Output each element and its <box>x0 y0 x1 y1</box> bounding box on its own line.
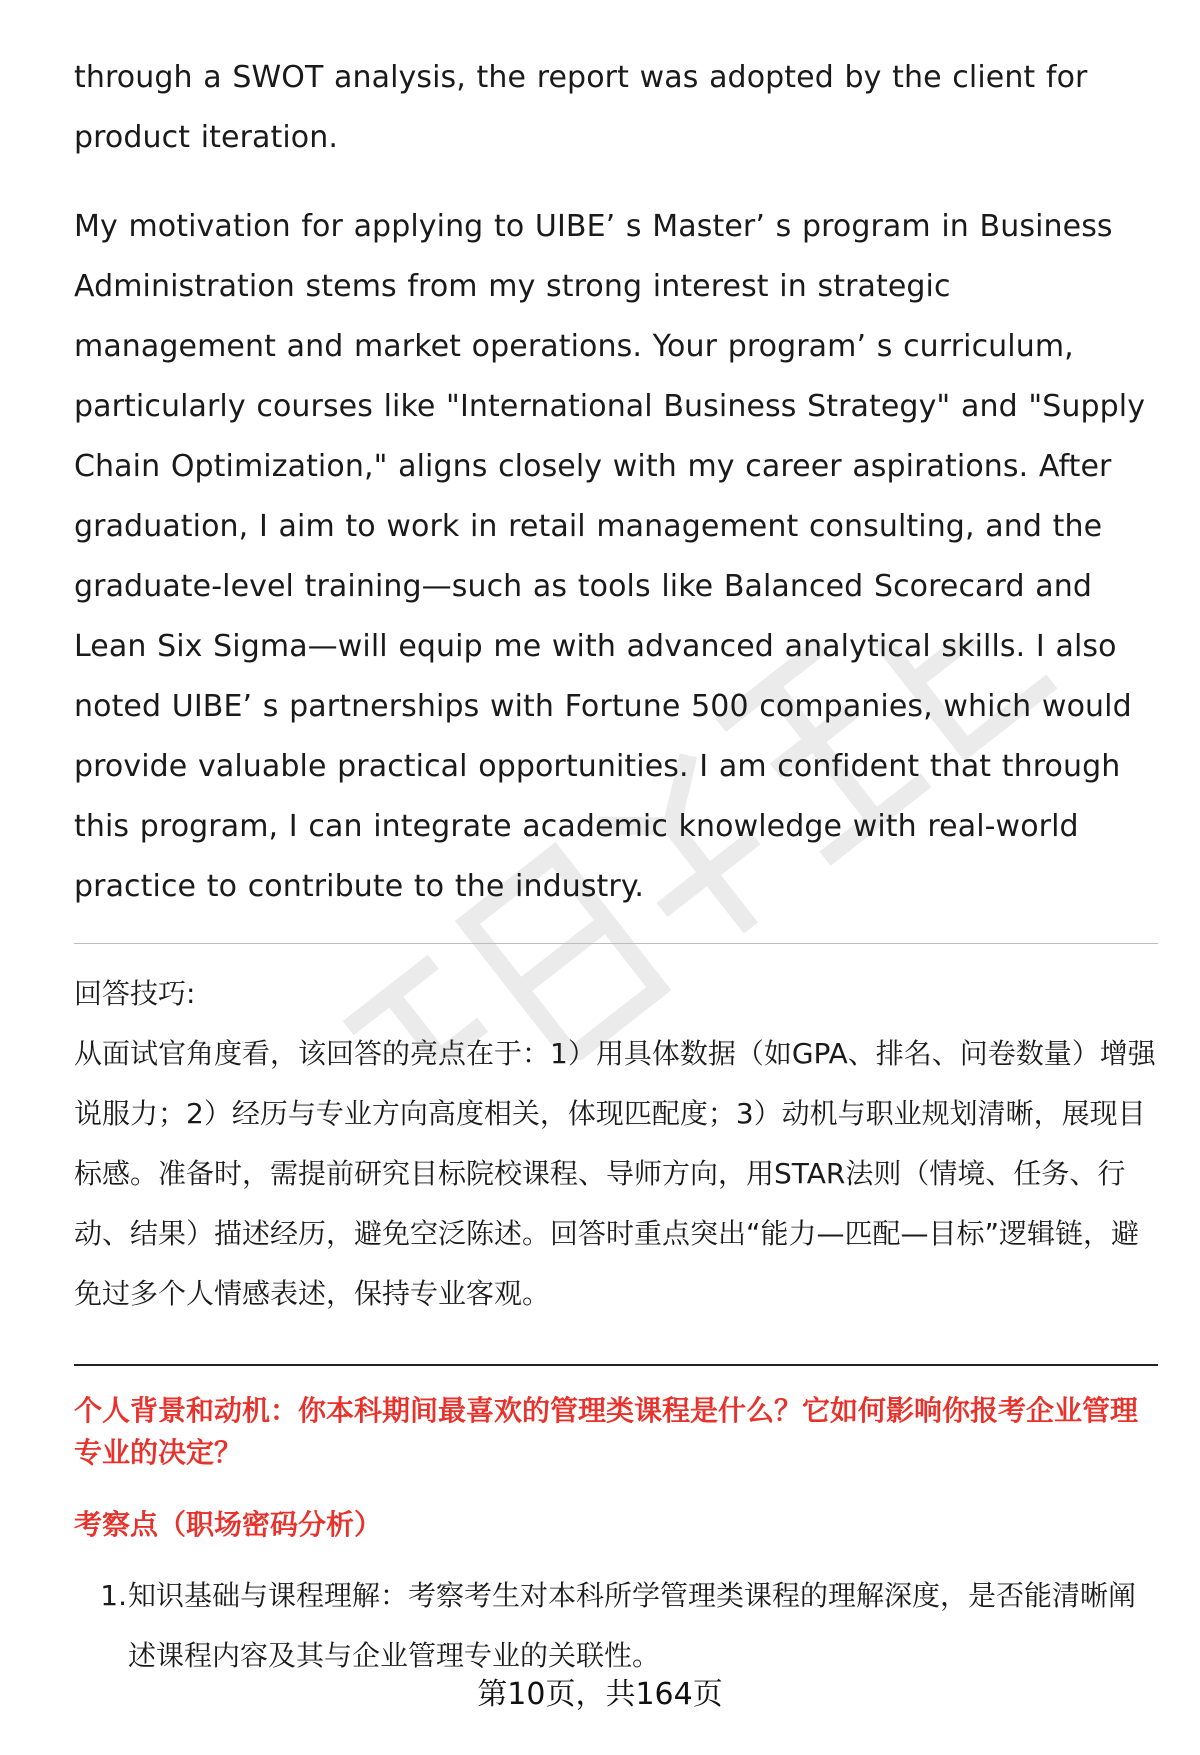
question-title: 个人背景和动机：你本科期间最喜欢的管理类课程是什么？它如何影响你报考企业管理专业的决定？ <box>74 1394 1139 1469</box>
section-divider <box>74 943 1158 944</box>
assessment-subheading: 考察点（职场密码分析） <box>74 1508 383 1541</box>
list-item-number: 1. <box>100 1579 127 1612</box>
answer-paragraph-motivation: My motivation for applying to UIBE’ s Master’ s program in Business Administration stems from my strong interest in strategic management and market operations. Your program’ s curriculum, particularly courses like "International Business Strategy" and "Supply Chain Optimization," aligns closely with my career aspirations. After graduation, I aim to work in retail management consulting, and the graduate-level training—such as tools like Balanced Scorecard and Lean Six Sigma—will equip me with advanced analytical skills. I also noted UIBE’ s partnerships with Fortune 500 companies, which would provide valuable practical opportunities. I am confident that through this program, I can integrate academic knowledge with real-world practice to contribute to the industry. <box>74 209 1146 904</box>
list-item-text: 知识基础与课程理解：考察考生对本科所学管理类课程的理解深度，是否能清晰阐述课程内容及其与企业管理专业的关联性。 <box>128 1579 1137 1672</box>
assessment-points-list <box>74 1566 1158 1686</box>
question-divider <box>74 1364 1158 1366</box>
page-number-footer: 第10页，共164页 <box>477 1677 723 1712</box>
tips-heading: 回答技巧: <box>74 977 196 1010</box>
list-item <box>74 1566 1158 1686</box>
answer-paragraph-continued: through a SWOT analysis, the report was adopted by the client for product iteration. <box>74 60 1088 155</box>
tips-body: 从面试官角度看，该回答的亮点在于：1）用具体数据（如GPA、排名、问卷数量）增强说服力；2）经历与专业方向高度相关，体现匹配度；3）动机与职业规划清晰，展现目标感。准备时，需提前研究目标院校课程、导师方向，用STAR法则（情境、任务、行动、结果）描述经历，避免空泛陈述。回答时重点突出“能力—匹配—目标”逻辑链，避免过多个人情感表述，保持专业客观。 <box>74 1037 1156 1310</box>
document-page <box>74 48 1158 1686</box>
